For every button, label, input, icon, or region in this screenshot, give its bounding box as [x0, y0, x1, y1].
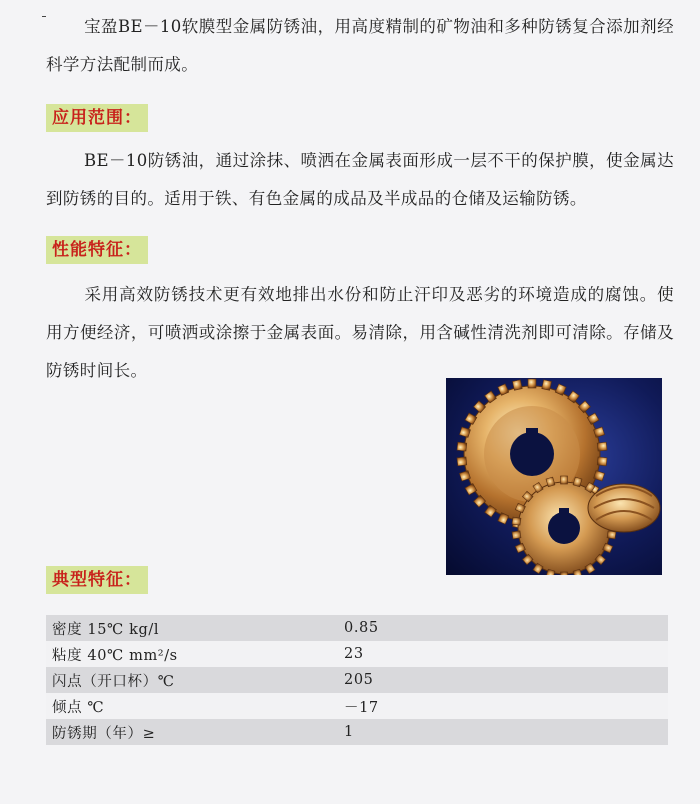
spec-row — [46, 641, 668, 667]
spec-value: 0.85 — [344, 615, 668, 641]
spec-label: 防锈期（年）≥ — [46, 719, 344, 745]
heading-application: 应用范围： — [46, 104, 148, 132]
spec-row — [46, 693, 668, 719]
spec-value: －17 — [344, 693, 668, 719]
spec-value: 1 — [344, 719, 668, 745]
spec-value: 205 — [344, 667, 668, 693]
spec-table — [46, 615, 668, 745]
spec-row — [46, 667, 668, 693]
intro-text: 宝盈BE－10软膜型金属防锈油，用高度精制的矿物油和多种防锈复合添加剂经科学方法配制而成。 — [46, 17, 674, 74]
spec-label: 闪点（开口杯）℃ — [46, 667, 344, 693]
spec-label: 倾点 ℃ — [46, 693, 344, 719]
gears-illustration — [446, 378, 662, 575]
application-paragraph — [46, 142, 674, 218]
spec-table-body — [46, 615, 668, 745]
performance-text: 采用高效防锈技术更有效地排出水份和防止汗印及恶劣的环境造成的腐蚀。使用方便经济，可喷洒或涂擦于金属表面。易清除，用含碱性清洗剂即可清除。存储及防锈时间长。 — [46, 285, 674, 380]
worm-gear — [588, 484, 660, 532]
spec-row — [46, 719, 668, 745]
intro-paragraph — [46, 8, 674, 84]
spec-row — [46, 615, 668, 641]
brass-gears-photo — [446, 378, 662, 575]
spec-value: 23 — [344, 641, 668, 667]
performance-paragraph — [46, 276, 674, 390]
application-text: BE－10防锈油，通过涂抹、喷洒在金属表面形成一层不干的保护膜，使金属达到防锈的目的。适用于铁、有色金属的成品及半成品的仓储及运输防锈。 — [46, 151, 674, 208]
spec-label: 密度 15℃ kg/l — [46, 615, 344, 641]
heading-performance: 性能特征： — [46, 236, 148, 264]
spec-label: 粘度 40℃ mm²/s — [46, 641, 344, 667]
heading-typical: 典型特征： — [46, 566, 148, 594]
